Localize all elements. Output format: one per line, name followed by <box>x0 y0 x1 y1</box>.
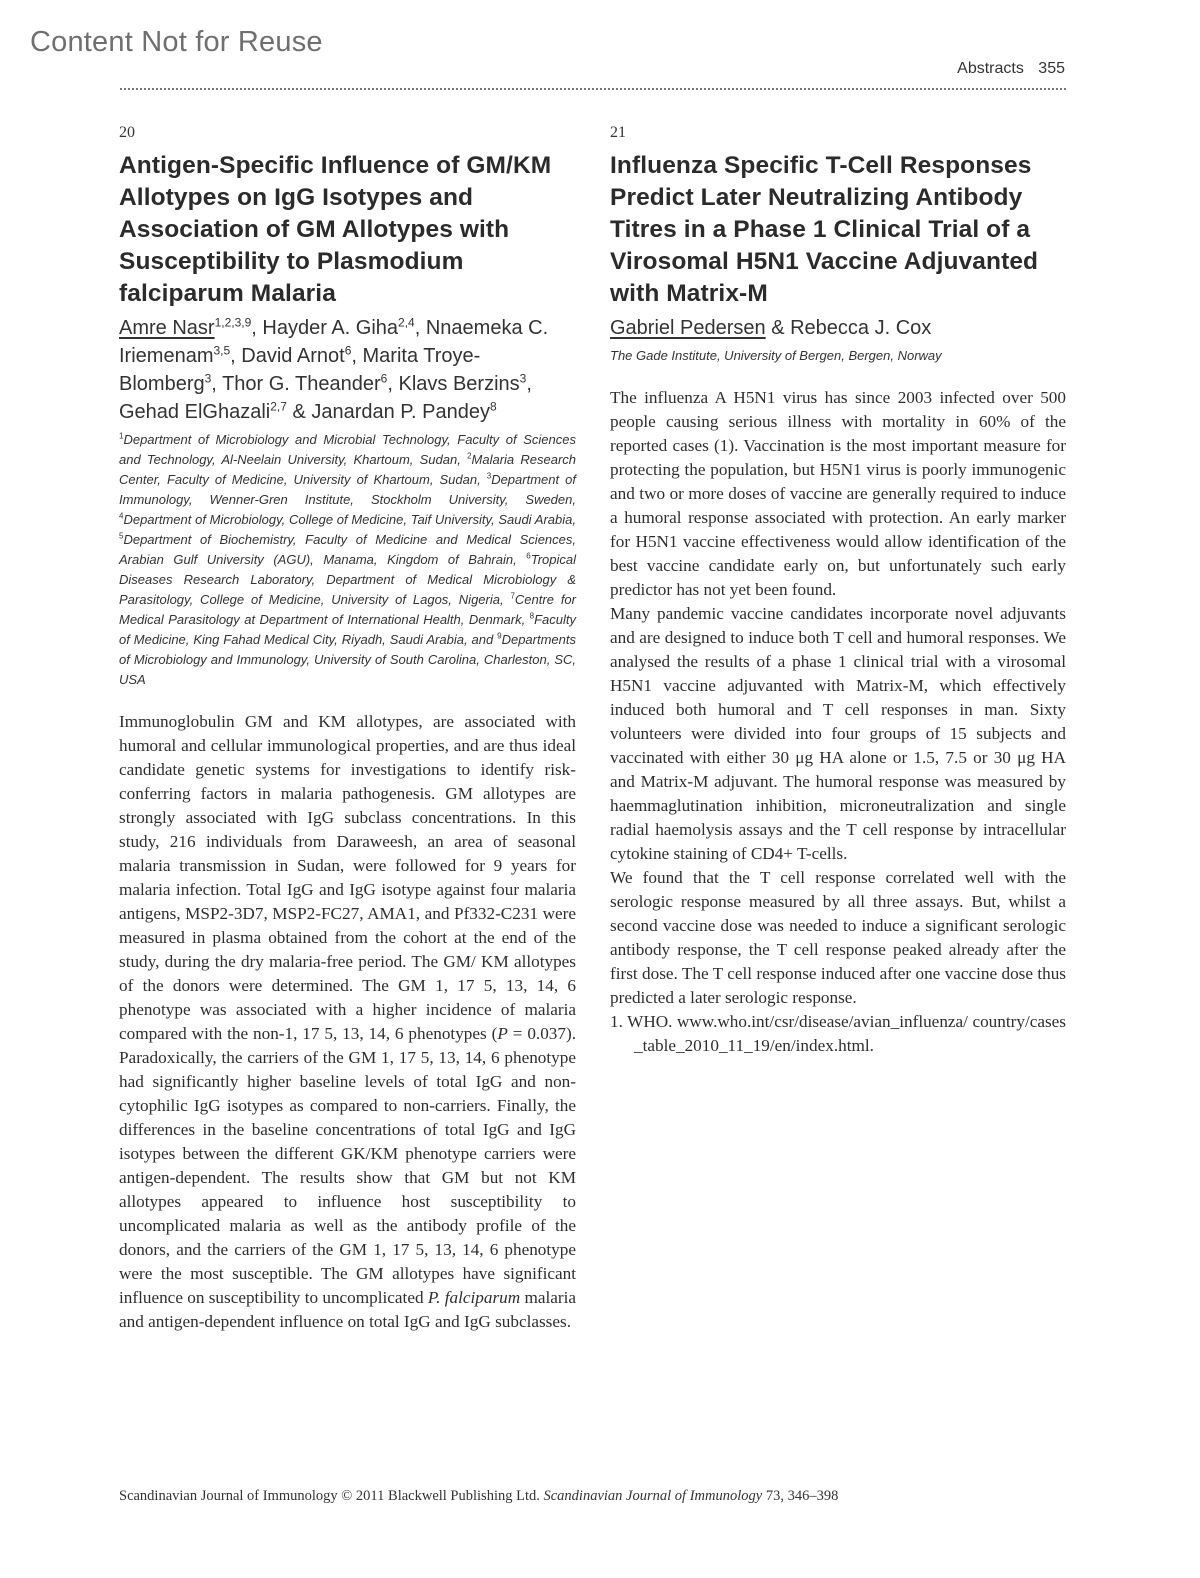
author-name: Klavs Berzins <box>398 373 520 395</box>
affiliation-text: Centre for Medical Parasitology at Department of International Health, Denmark, <box>119 592 576 627</box>
author-separator: , <box>211 373 223 395</box>
affiliation-text: Departments of Microbiology and Immunology, University of South Carolina, Charleston, SC, USA <box>119 632 576 687</box>
author-separator: , <box>351 345 363 367</box>
running-head-section: Abstracts <box>957 60 1024 77</box>
author-name: Gabriel Pedersen <box>610 317 766 339</box>
page-number: 355 <box>1038 60 1065 77</box>
abstract-number: 21 <box>610 124 626 141</box>
affiliation: The Gade Institute, University of Bergen, Bergen, Norway <box>610 348 942 363</box>
author-affiliation-marker: 1,2,3,9 <box>214 315 252 330</box>
running-head <box>957 60 1065 78</box>
abstract-21 <box>610 124 1066 1058</box>
affiliation-marker: 4 <box>119 511 124 521</box>
author-name: Gehad ElGhazali <box>119 401 271 423</box>
author-list <box>610 314 1066 342</box>
author-separator: , <box>387 373 399 395</box>
affiliation-marker: 3 <box>486 471 492 481</box>
author-separator: , <box>414 317 426 339</box>
affiliation-marker: 7 <box>510 591 515 601</box>
author-name: David Arnot <box>241 345 345 367</box>
author-affiliation-marker: 3,5 <box>213 343 231 358</box>
footer-journal: Scandinavian Journal of Immunology <box>543 1488 763 1504</box>
author-name: Marita Troye-Blomberg <box>119 345 481 395</box>
body-text: = 0.037). Paradoxically, the carriers of the GM 1, 17 5, 13, 14, 6 phenotype had significantly higher baseline levels of total IgG and non-cytophilic IgG isotypes as compared to non-carriers. Finally, the differences in the baseline concentrations of total IgG and IgG isotypes between the different GK/KM phenotype carriers were antigen-dependent. The results show that GM but not KM allotypes appeared to influence host susceptibility to uncomplicated malaria as well as the antibody profile of the donors, and the carriers of the GM 1, 17 5, 13, 14, 6 phenotype were the most susceptible. The GM allotypes have significant influence on susceptibility to uncomplicated <box>119 1024 577 1307</box>
watermark: Content Not for Reuse <box>30 26 323 58</box>
author-affiliation-marker: 3 <box>204 371 212 386</box>
abstract-body <box>610 386 1066 1058</box>
affiliation-marker: 5 <box>119 531 124 541</box>
abstract-paragraph: We found that the T cell response correlated well with the serologic response measured by all three assays. But, whilst a second vaccine dose was needed to induce a significant serologic antibody response, the T cell response peaked already after the first dose. The T cell response induced after one vaccine dose thus predicted a later serologic response. <box>610 868 1066 1007</box>
affiliation-marker: 6 <box>526 551 531 561</box>
author-name: Rebecca J. Cox <box>790 317 932 339</box>
page-footer <box>119 1488 838 1505</box>
author-affiliation-marker: 3 <box>519 371 527 386</box>
author-list <box>119 314 576 426</box>
affiliation-text: Department of Immunology, Wenner-Gren Institute, Stockholm University, Sweden, <box>119 472 576 507</box>
author-name: Janardan P. Pandey <box>311 401 491 423</box>
header-rule <box>120 88 1066 90</box>
author-affiliation-marker: 6 <box>380 371 388 386</box>
affiliation-marker: 9 <box>497 631 502 641</box>
reference-item: 1. WHO. www.who.int/csr/disease/avian_influenza/ country/cases_table_2010_11_19/en/index.html. <box>610 1012 1066 1055</box>
affiliation-marker: 2 <box>467 451 472 461</box>
affiliation-text: Tropical Diseases Research Laboratory, Department of Medical Microbiology & Parasitology, College of Medicine, University of Lagos, Nigeria, <box>119 552 576 607</box>
author-affiliation-marker: 2,4 <box>398 315 415 330</box>
author-name: Hayder A. Giha <box>262 317 399 339</box>
abstract-body <box>119 710 576 1334</box>
abstract-20 <box>119 124 576 1334</box>
abstract-number: 20 <box>119 124 135 141</box>
affiliation-marker: 8 <box>529 611 535 621</box>
affiliation-text: Department of Biochemistry, Faculty of Medicine and Medical Sciences, Arabian Gulf University (AGU), Manama, Kingdom of Bahrain, <box>119 532 576 567</box>
author-name: Thor G. Theander <box>222 373 381 395</box>
author-separator: , <box>251 317 263 339</box>
p-value-label: P <box>497 1024 508 1043</box>
author-affiliation-marker: 8 <box>490 399 497 414</box>
affiliation-marker: 1 <box>119 431 124 441</box>
abstract-paragraph: The influenza A H5N1 virus has since 2003 infected over 500 people causing serious illness with mortality in 60% of the reported cases (1). Vaccination is the most important measure for protecting the population, but H5N1 virus is poorly immunogenic and two or more doses of vaccine are generally required to induce a humoral response associated with protection. An early marker for H5N1 vaccine effectiveness would allow identification of the best vaccine candidate early on, but unfortunately such early predictor has not yet been found. <box>610 388 1066 599</box>
body-text: Immunoglobulin GM and KM allotypes, are associated with humoral and cellular immunological properties, and are thus ideal candidate genetic systems for investigations to identify risk-conferring factors in malaria pathogenesis. GM allotypes are strongly associated with IgG subclass concentrations. In this study, 216 individuals from Daraweesh, an area of seasonal malaria transmission in Sudan, were followed for 9 years for malaria infection. Total IgG and IgG isotype against four malaria antigens, MSP2-3D7, MSP2-FC27, AMA1, and Pf332-C231 were measured in plasma obtained from the cohort at the end of the study, during the dry malaria-free period. The GM/ KM allotypes of the donors were determined. The GM 1, 17 5, 13, 14, 6 phenotype was associated with a higher incidence of malaria compared with the non-1, 17 5, 13, 14, 6 phenotypes ( <box>119 712 576 1043</box>
author-separator: & <box>286 401 312 423</box>
abstract-paragraph: Many pandemic vaccine candidates incorporate novel adjuvants and are designed to induce both T cell and humoral responses. We analysed the results of a phase 1 clinical trial with a virosomal H5N1 vaccine adjuvanted with Matrix-M, which effectively induced both humoral and T cell responses in man. Sixty volunteers were divided into four groups of 15 subjects and vaccinated with either 30 μg HA alone or 1.5, 7.5 or 30 μg HA and Matrix-M adjuvant. The humoral response was measured by haemmaglutination inhibition, microneutralization and single radial haemolysis assays and the T cell response by intracellular cytokine staining of CD4+ T-cells. <box>610 604 1066 863</box>
footer-citation: 73, 346–398 <box>762 1488 839 1504</box>
affiliation-text: Department of Microbiology and Microbial Technology, Faculty of Sciences and Technology, Al-Neelain University, Khartoum, Sudan, <box>119 432 576 467</box>
abstract-title: Influenza Specific T-Cell Responses Predict Later Neutralizing Antibody Titres in a Phase 1 Clinical Trial of a Virosomal H5N1 Vaccine Adjuvanted with Matrix-M <box>610 152 1039 307</box>
affiliation-text: Department of Microbiology, College of Medicine, Taif University, Saudi Arabia, <box>123 512 576 527</box>
author-name: Nnaemeka C. Iriemenam <box>119 317 549 367</box>
abstract-title: Antigen-Specific Influence of GM/KM Allotypes on IgG Isotypes and Association of GM Allotypes with Susceptibility to Plasmodium falciparum Malaria <box>119 152 552 307</box>
abstract-paragraph <box>119 710 576 1334</box>
species-name: P. falciparum <box>427 1288 521 1307</box>
author-separator: , <box>526 373 532 395</box>
author-name: Amre Nasr <box>119 317 215 339</box>
affiliation-text: Faculty of Medicine, King Fahad Medical City, Riyadh, Saudi Arabia, and <box>119 612 576 647</box>
author-separator: , <box>230 345 242 367</box>
author-affiliation-marker: 2,7 <box>270 399 287 414</box>
affiliation-text: Malaria Research Center, Faculty of Medicine, University of Khartoum, Sudan, <box>119 452 576 487</box>
author-affiliation-marker: 6 <box>344 343 352 358</box>
footer-text: Scandinavian Journal of Immunology © 2011 Blackwell Publishing Ltd. <box>119 1488 544 1504</box>
affiliations <box>119 430 576 690</box>
author-separator: & <box>765 317 791 339</box>
body-text: malaria and antigen-dependent influence on total IgG and IgG subclasses. <box>119 1288 576 1331</box>
